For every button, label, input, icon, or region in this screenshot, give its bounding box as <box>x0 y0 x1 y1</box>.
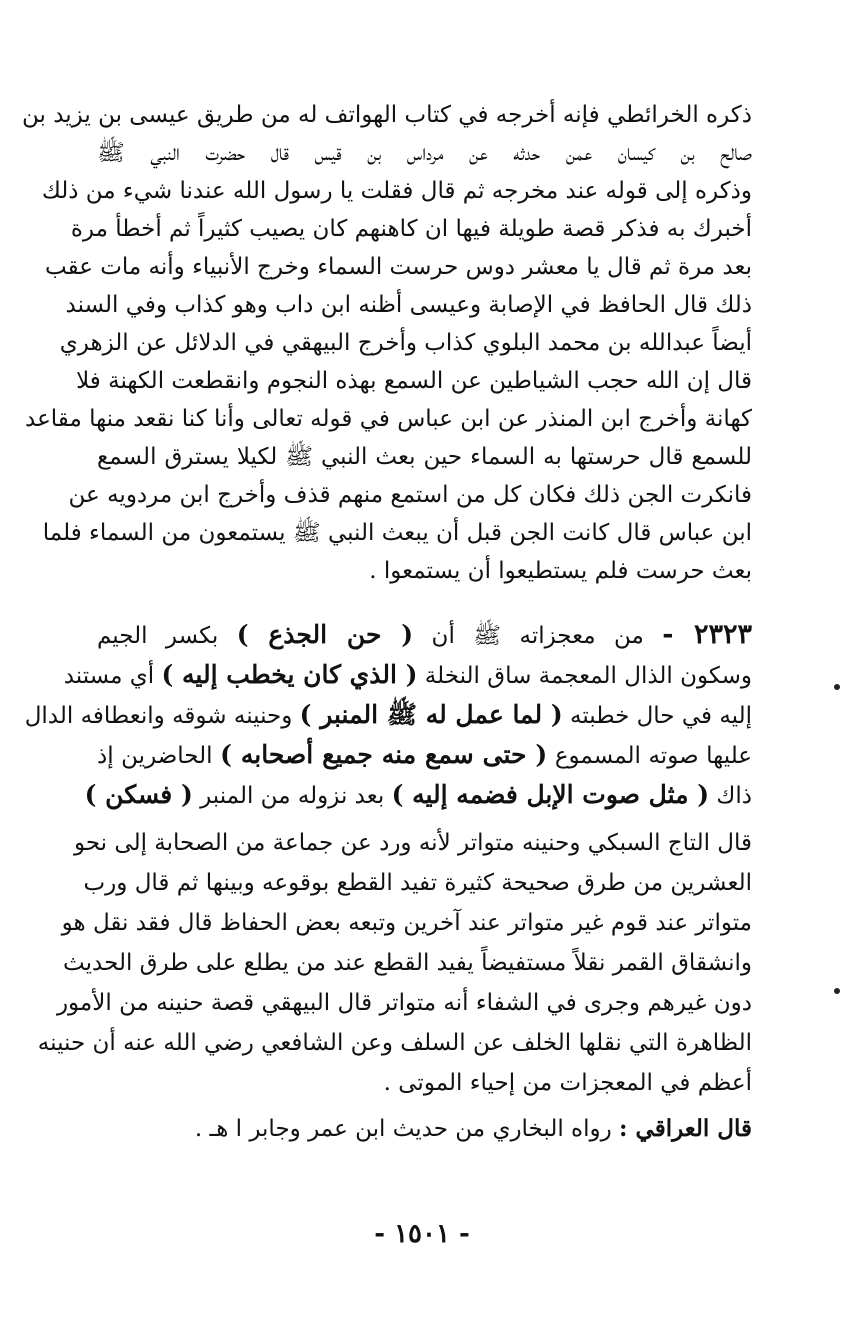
hadith-text: ذاك <box>716 783 752 809</box>
hadith-text: بعد نزوله من المنبر <box>200 783 385 809</box>
hadith-number: ٢٣٢٣ - <box>662 619 753 650</box>
iraqi-text: رواه البخاري من حديث ابن عمر وجابر ا هـ . <box>194 1116 612 1142</box>
text-line: الظاهرة التي نقلها الخلف عن السلف وعن الشافعي رضي الله عنه أن حنينه <box>37 1030 752 1056</box>
hadith-quote: ( حن الجذع ) <box>236 620 414 649</box>
hadith-text: أي مستند <box>63 663 155 689</box>
text-line: للسمع قال حرستها به السماء حين بعث النبي ﷺ لكيلا يسترق السمع <box>97 444 752 470</box>
text-line: أعظم في المعجزات من إحياء الموتى . <box>383 1070 752 1096</box>
text-line: بعث حرست فلم يستطيعوا أن يستمعوا . <box>369 558 752 584</box>
page-number: - ١٥٠١ - <box>374 1219 470 1249</box>
hadith-text: وسكون الذال المعجمة ساق النخلة <box>424 663 752 689</box>
iraqi-note <box>97 1112 752 1148</box>
scan-mark <box>834 684 840 690</box>
text-line: دون غيرهم وجرى في الشفاء أنه متواتر قال البيهقي قصة حنينه من الأمور <box>56 990 752 1016</box>
hadith-quote: ( الذي كان يخطب إليه ) <box>161 660 418 689</box>
text-line: قال التاج السبكي وحنينه متواتر لأنه ورد عن جماعة من الصحابة إلى نحو <box>73 830 752 856</box>
text-line: وذكره إلى قوله عند مخرجه ثم قال فقلت يا رسول الله عندنا شيء من ذلك <box>41 178 752 204</box>
hadith-text: عليها صوته المسموع <box>554 743 753 769</box>
hadith-quote: ( فسكن ) <box>84 780 193 809</box>
hadith-line <box>24 698 752 734</box>
hadith-text: الحاضرين إذ <box>97 743 213 769</box>
text-line: متواتر عند قوم غير متواتر عند آخرين وتبعه بعض الحفاظ قال فقد نقل هو <box>61 910 752 936</box>
text-line: ذلك قال الحافظ في الإصابة وعيسى أظنه ابن داب وهو كذاب وفي السند <box>65 292 752 318</box>
hadith-quote: ( حتى سمع منه جميع أصحابه ) <box>220 740 548 769</box>
hadith-quote: ( مثل صوت الإبل فضمه إليه ) <box>391 780 710 809</box>
hadith-text: وحنينه شوقه وانعطافه الدال <box>24 703 293 729</box>
hadith-text: إليه في حال خطبته <box>569 703 752 729</box>
text-line: صالح بن كيسان عمن حدثه عن مرداس بن قيس قال حضرت النبي ﷺ <box>97 140 752 166</box>
hadith-line <box>97 738 752 774</box>
text-line: أخبرك به فذكر قصة طويلة فيها ان كاهنهم كان يصيب كثيراً ثم أخطأ مرة <box>70 216 752 242</box>
text-line: العشرين من طرق صحيحة كثيرة تفيد القطع بوقوعه وبينها ثم قال ورب <box>83 870 752 896</box>
text-line: ذكره الخرائطي فإنه أخرجه في كتاب الهواتف له من طريق عيسى بن يزيد بن <box>21 102 752 128</box>
text-line: فانكرت الجن ذلك فكان كل من استمع منهم قذف وأخرج ابن مردويه عن <box>68 482 752 508</box>
text-line: بعد مرة ثم قال يا معشر دوس حرست السماء وخرج الأنبياء وأنه مات عقب <box>45 254 752 280</box>
hadith-quote: ( لما عمل له ﷺ المنبر ) <box>299 700 563 729</box>
hadith-line <box>84 778 752 814</box>
hadith-line <box>63 658 752 694</box>
text-line: كهانة وأخرج ابن المنذر عن ابن عباس في قوله تعالى وأنا كنا نقعد منها مقاعد <box>25 406 752 432</box>
text-line: أيضاً عبدالله بن محمد البلوي كذاب وأخرج البيهقي في الدلائل عن الزهري <box>59 330 752 356</box>
hadith-text: بكسر الجيم <box>97 623 219 649</box>
iraqi-label: قال العراقي : <box>619 1115 752 1142</box>
text-line: ابن عباس قال كانت الجن قبل أن يبعث النبي ﷺ يستمعون من السماء فلما <box>42 520 752 546</box>
text-line: وانشقاق القمر نقلاً مستفيضاً يفيد القطع عند من يطلع على طرق الحديث <box>63 950 752 976</box>
hadith-line <box>97 618 752 654</box>
text-line: قال إن الله حجب الشياطين عن السمع بهذه النجوم وانقطعت الكهنة فلا <box>76 368 752 394</box>
hadith-text: من معجزاته ﷺ أن <box>431 623 644 649</box>
scan-mark <box>834 988 840 994</box>
